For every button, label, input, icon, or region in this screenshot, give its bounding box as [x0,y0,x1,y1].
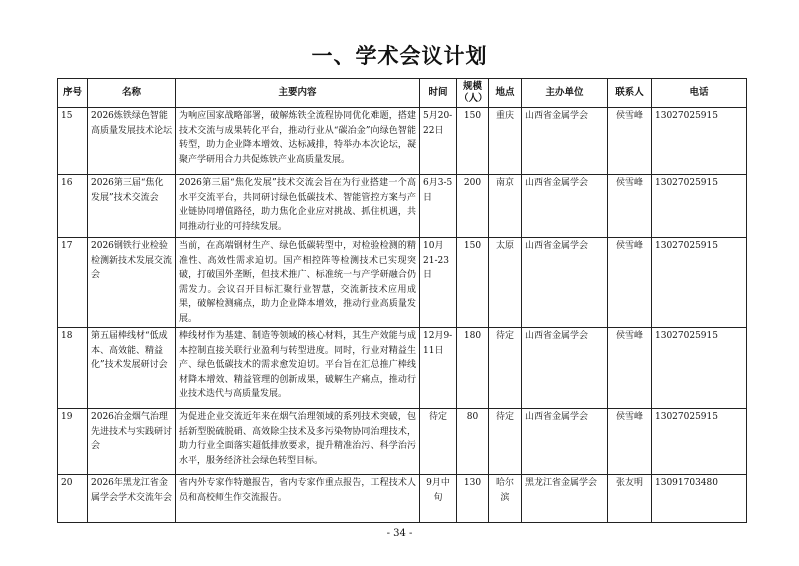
row-time: 9月中旬 [420,475,457,523]
row-contact: 侯雪峰 [608,409,652,475]
row-scale: 130 [457,475,489,523]
row-scale: 200 [457,175,489,238]
row-time: 12月9-11日 [420,328,457,409]
row-name: 2026第三届“焦化发展”技术交流会 [88,175,176,238]
page-title: 一、学术会议计划 [311,44,488,68]
row-organizer: 山西省金属学会 [522,238,608,328]
row-content: 为促进企业交流近年来在烟气治理领域的系列技术突破，包括新型脱硫脱硝、高效除尘技术及多污染物协同治理技术，助力行业全面落实超低排放要求，提升精准治污、科学治污水平，服务经济社会绿色转型目标。 [176,409,420,475]
table-header-row [58,79,747,108]
row-time: 10月21-23日 [420,238,457,328]
header-contact: 联系人 [608,79,652,108]
row-phone: 13091703480 [652,475,747,523]
row-phone: 13027025915 [652,175,747,238]
header-organizer: 主办单位 [522,79,608,108]
table-row [58,328,747,409]
row-no: 16 [58,175,88,238]
row-time: 6月3-5日 [420,175,457,238]
table-row [58,475,747,523]
header-time: 时间 [420,79,457,108]
row-content: 省内外专家作特邀报告，省内专家作重点报告，工程技术人员和高校师生作交流报告。 [176,475,420,523]
row-organizer: 山西省金属学会 [522,328,608,409]
row-contact: 张友明 [608,475,652,523]
row-organizer: 山西省金属学会 [522,108,608,175]
conference-plan-table [57,78,747,523]
row-name: 2026钢铁行业检验检测新技术发展交流会 [88,238,176,328]
row-phone: 13027025915 [652,409,747,475]
row-scale: 80 [457,409,489,475]
row-place: 哈尔滨 [489,475,522,523]
row-content: 为响应国家战略部署，破解炼铁全流程协同优化难题，搭建技术交流与成果转化平台，推动行业从“碳冶金”向绿色智能转型，助力企业降本增效、达标减排，特举办本次论坛，凝聚产学研用合力共促炼铁产业高质量发展。 [176,108,420,175]
row-name: 2026冶金烟气治理先进技术与实践研讨会 [88,409,176,475]
row-content: 当前，在高端钢材生产、绿色低碳转型中，对检验检测的精准性、高效性需求迫切。国产相控阵等检测技术已实现突破，打破国外垄断，但技术推广、标准统一与产学研融合仍需发力。会议召开目标汇聚行业智慧，交流新技术应用成果，破解检测痛点，助力企业降本增效，推动行业高质量发展。 [176,238,420,328]
row-content: 棒线材作为基建、制造等领域的核心材料，其生产效能与成本控制直接关联行业盈利与转型进度。同时，行业对精益生产、绿色低碳技术的需求愈发迫切。平台旨在汇总推广棒线材降本增效、精益管理的创新成果，破解生产痛点，推动行业技术迭代与高质量发展。 [176,328,420,409]
row-contact: 侯雪峰 [608,328,652,409]
row-no: 20 [58,475,88,523]
header-name: 名称 [88,79,176,108]
table-row [58,175,747,238]
row-organizer: 山西省金属学会 [522,409,608,475]
page-number: - 34 - [386,528,413,539]
row-phone: 13027025915 [652,328,747,409]
row-organizer: 黑龙江省金属学会 [522,475,608,523]
row-time: 5月20-22日 [420,108,457,175]
header-place: 地点 [489,79,522,108]
row-no: 19 [58,409,88,475]
row-place: 重庆 [489,108,522,175]
row-scale: 150 [457,108,489,175]
row-no: 17 [58,238,88,328]
header-no: 序号 [58,79,88,108]
row-phone: 13027025915 [652,238,747,328]
header-scale: 规模（人） [457,79,489,108]
row-place: 太原 [489,238,522,328]
row-contact: 侯雪峰 [608,175,652,238]
table-row [58,238,747,328]
table-row [58,409,747,475]
table-row [58,108,747,175]
row-place: 南京 [489,175,522,238]
row-scale: 180 [457,328,489,409]
row-name: 2026年黑龙江省金属学会学术交流年会 [88,475,176,523]
row-contact: 侯雪峰 [608,108,652,175]
row-contact: 侯雪峰 [608,238,652,328]
header-phone: 电话 [652,79,747,108]
row-place: 待定 [489,409,522,475]
row-no: 15 [58,108,88,175]
row-name: 2026炼铁绿色智能高质量发展技术论坛 [88,108,176,175]
row-name: 第五届棒线材“低成本、高效能、精益化”技术发展研讨会 [88,328,176,409]
header-content: 主要内容 [176,79,420,108]
row-content: 2026第三届“焦化发展”技术交流会旨在为行业搭建一个高水平交流平台，共同研讨绿色低碳技术、智能管控方案与产业链协同增值路径，助力焦化企业应对挑战、抓住机遇，共同推动行业的可持续发展。 [176,175,420,238]
row-place: 待定 [489,328,522,409]
row-scale: 150 [457,238,489,328]
row-no: 18 [58,328,88,409]
row-organizer: 山西省金属学会 [522,175,608,238]
row-phone: 13027025915 [652,108,747,175]
row-time: 待定 [420,409,457,475]
